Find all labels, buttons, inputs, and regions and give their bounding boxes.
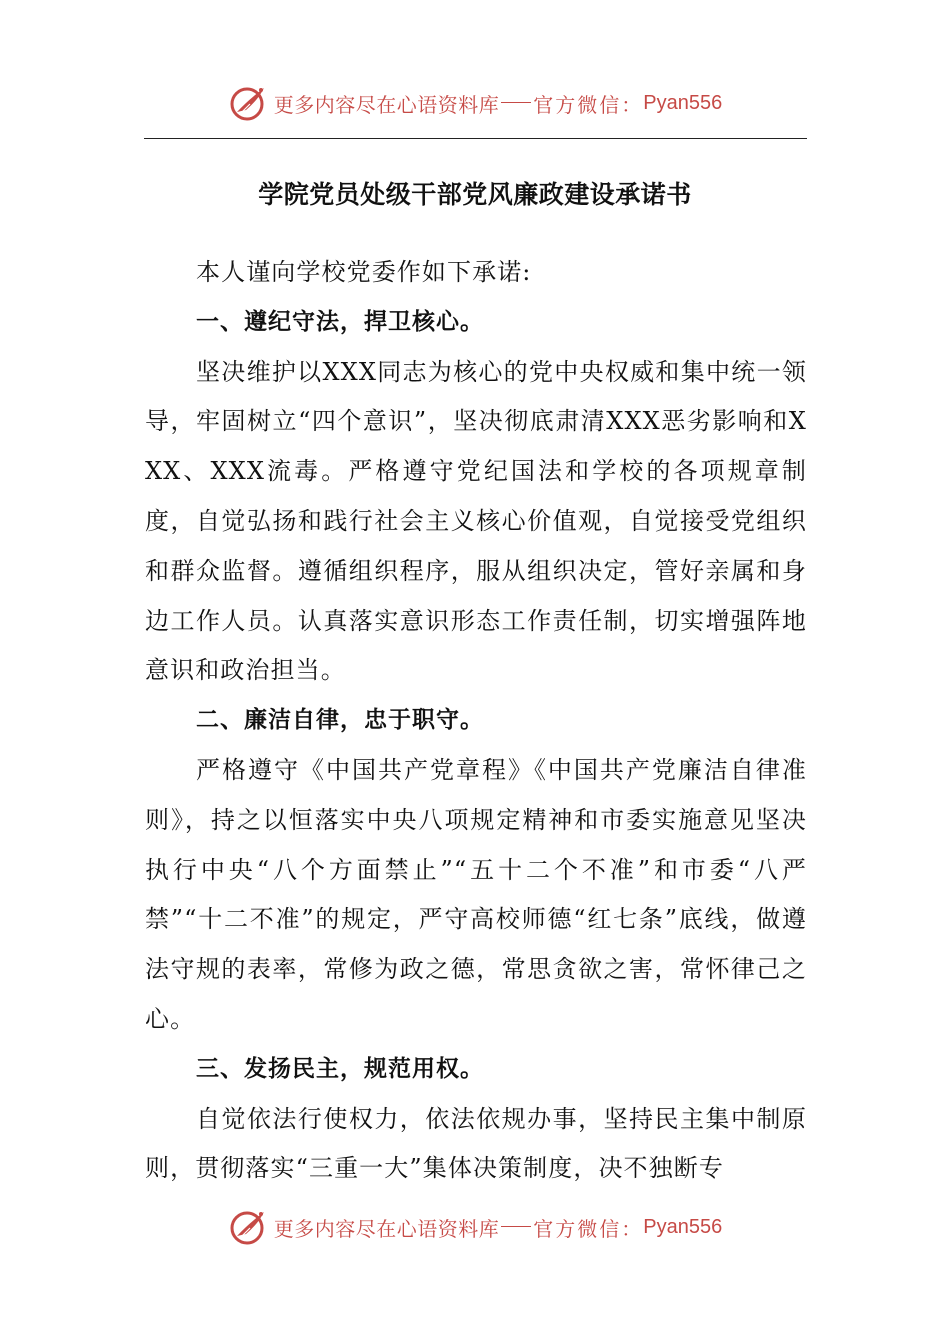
document-body — [145, 248, 807, 1194]
quill-pen-circle-icon — [228, 1206, 270, 1248]
section-paragraph-3: 自觉依法行使权力，依法依规办事，坚持民主集中制原则，贯彻落实“三重一大”集体决策制度，决不独断专 — [145, 1104, 807, 1183]
section-heading-1: 一、遵纪守法，捍卫核心。 — [196, 308, 484, 335]
intro-paragraph: 本人谨向学校党委作如下承诺: — [196, 258, 532, 286]
section-paragraph-2: 严格遵守《中国共产党章程》《中国共产党廉洁自律准则》，持之以恒落实中央八项规定精神和市委实施意见坚决执行中央“八个方面禁止”“五十二个不准”和市委“八严禁”“十二不准”的规定，严守高校师德“红七条”底线，做遵法守规的表率，常修为政之德，常思贪欲之害，常怀律己之心。 — [145, 755, 807, 1033]
header-divider — [144, 138, 807, 139]
quill-pen-circle-icon — [228, 82, 270, 124]
section-heading-3: 三、发扬民主，规范用权。 — [196, 1055, 484, 1082]
watermark-dash — [501, 102, 531, 103]
watermark-account-id: Pyan556 — [643, 91, 723, 114]
watermark-account-label: 官方微信： — [533, 92, 644, 117]
section-heading-2: 二、廉洁自律，忠于职守。 — [196, 707, 484, 734]
watermark-account-id: Pyan556 — [643, 1215, 723, 1238]
watermark-slogan: 更多内容尽在心语资料库 — [273, 1216, 500, 1241]
watermark-slogan: 更多内容尽在心语资料库 — [273, 92, 500, 117]
footer-watermark — [0, 1204, 950, 1250]
section-paragraph-1: 坚决维护以XXX同志为核心的党中央权威和集中统一领导，牢固树立“四个意识”，坚决彻底肃清XXX恶劣影响和XXX、XXX流毒。严格遵守党纪国法和学校的各项规章制度，自觉弘扬和践行社会主义核心价值观，自觉接受党组织和群众监督。遵循组织程序，服从组织决定，管好亲属和身边工作人员。认真落实意识形态工作责任制，切实增强阵地意识和政治担当。 — [145, 357, 807, 685]
header-watermark — [0, 80, 950, 126]
document-title: 学院党员处级干部党风廉政建设承诺书 — [258, 180, 692, 209]
watermark-account-label: 官方微信： — [533, 1216, 644, 1241]
watermark-dash — [501, 1226, 531, 1227]
